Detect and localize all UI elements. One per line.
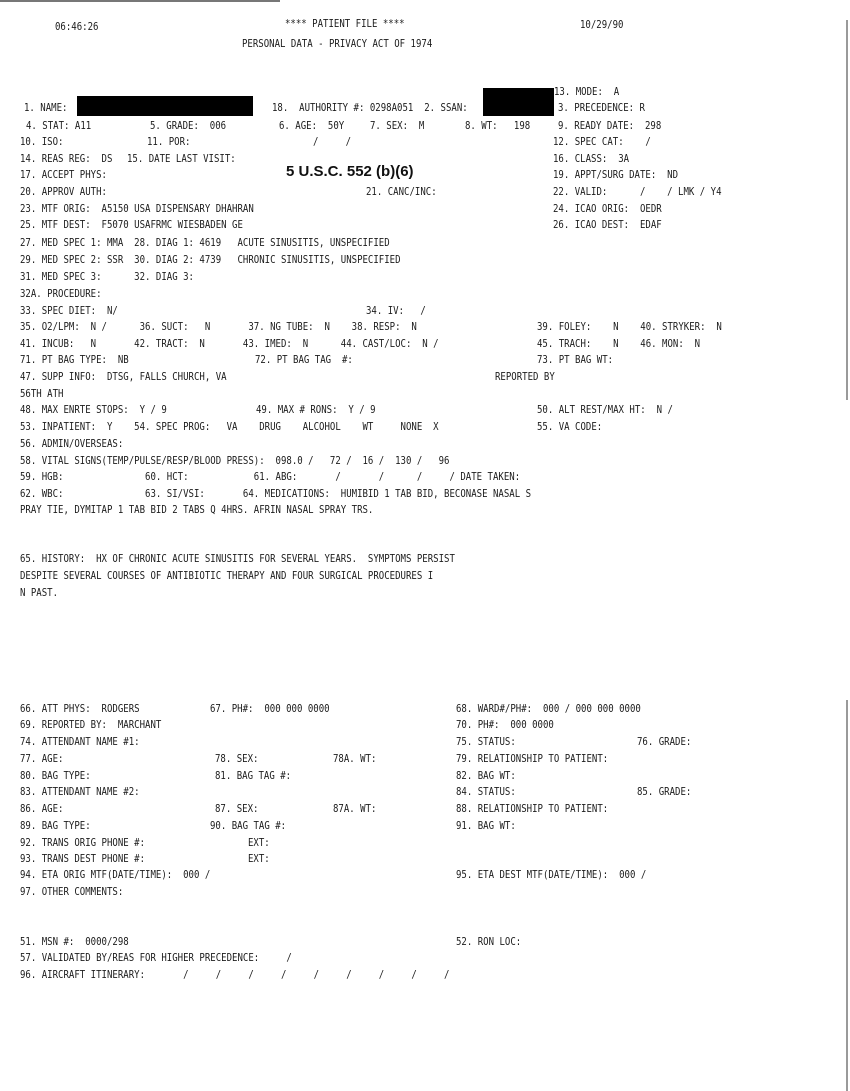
field-13-mode: 13. MODE: A xyxy=(554,86,620,98)
ssan-redaction xyxy=(483,88,554,116)
field-76-grade: 76. GRADE: xyxy=(637,736,692,748)
field-64-medications-cont: PRAY TIE, DYMITAP 1 TAB BID 2 TABS Q 4HRS. AFRIN NASAL SPRAY TRS. xyxy=(20,504,374,516)
field-29-med-spec-2: 29. MED SPEC 2: SSR 30. DIAG 2: 4739 CHRONIC SINUSITIS, UNSPECIFIED xyxy=(20,254,401,266)
field-93-trans-dest-phone: 93. TRANS DEST PHONE #: xyxy=(20,853,146,865)
field-86-age: 86. AGE: xyxy=(20,803,64,815)
field-20-approv-auth: 20. APPROV AUTH: xyxy=(20,186,107,198)
field-15-date-last-visit: 15. DATE LAST VISIT: xyxy=(127,153,236,165)
field-89-bag-type: 89. BAG TYPE: xyxy=(20,820,91,832)
field-8-weight: 8. WT: 198 xyxy=(465,120,531,132)
field-70-phone: 70. PH#: 000 0000 xyxy=(456,719,554,731)
field-24-icao-orig: 24. ICAO ORIG: OEDR xyxy=(553,203,662,215)
field-62-64-medications: 62. WBC: 63. SI/VSI: 64. MEDICATIONS: HUMIBID 1 TAB BID, BECONASE NASAL S xyxy=(20,488,532,500)
field-87a-weight: 87A. WT: xyxy=(333,803,377,815)
field-69-reported-by: 69. REPORTED BY: MARCHANT xyxy=(20,719,162,731)
field-21-canc-inc: 21. CANC/INC: xyxy=(366,186,437,198)
print-date: 10/29/90 xyxy=(580,19,624,31)
field-95-eta-dest: 95. ETA DEST MTF(DATE/TIME): 000 / xyxy=(456,869,647,881)
field-68-ward-phone: 68. WARD#/PH#: 000 / 000 000 0000 xyxy=(456,703,641,715)
name-redaction xyxy=(77,96,253,116)
field-19-appt-surg-date: 19. APPT/SURG DATE: ND xyxy=(553,169,679,181)
field-65-history-line-1: 65. HISTORY: HX OF CHRONIC ACUTE SINUSITIS FOR SEVERAL YEARS. SYMPTOMS PERSIST xyxy=(20,553,455,565)
field-94-eta-orig: 94. ETA ORIG MTF(DATE/TIME): 000 / xyxy=(20,869,211,881)
field-50-alt-rest: 50. ALT REST/MAX HT: N / xyxy=(537,404,673,416)
field-55-va-code: 55. VA CODE: xyxy=(537,421,603,433)
field-25-mtf-dest: 25. MTF DEST: F5070 USAFRMC WIESBADEN GE xyxy=(20,219,243,231)
field-5-grade: 5. GRADE: 006 xyxy=(150,120,227,132)
field-81-bag-tag: 81. BAG TAG #: xyxy=(215,770,292,782)
field-22-valid: 22. VALID: / / LMK / Y4 xyxy=(553,186,722,198)
field-66-att-phys: 66. ATT PHYS: RODGERS xyxy=(20,703,140,715)
field-11-por: 11. POR: xyxy=(147,136,191,148)
field-77-age: 77. AGE: xyxy=(20,753,64,765)
right-edge-mark xyxy=(846,20,848,400)
field-84-status: 84. STATUS: xyxy=(456,786,516,798)
field-92-trans-orig-phone: 92. TRANS ORIG PHONE #: xyxy=(20,837,146,849)
field-18-authority: 18. AUTHORITY #: 0298A051 2. SSAN: xyxy=(272,102,468,114)
field-85-grade: 85. GRADE: xyxy=(637,786,692,798)
field-93-ext: EXT: xyxy=(248,853,270,865)
field-23-mtf-orig: 23. MTF ORIG: A5150 USA DISPENSARY DHAHRAN xyxy=(20,203,254,215)
field-9-ready-date: 9. READY DATE: 298 xyxy=(558,120,662,132)
field-65-history-line-2: DESPITE SEVERAL COURSES OF ANTIBIOTIC THERAPY AND FOUR SURGICAL PROCEDURES I xyxy=(20,570,434,582)
field-10-iso: 10. ISO: xyxy=(20,136,64,148)
field-92-ext: EXT: xyxy=(248,837,270,849)
field-73-pt-bag-wt: 73. PT BAG WT: xyxy=(537,354,614,366)
field-4-stat: 4. STAT: A11 xyxy=(26,120,92,132)
field-11-dates: / / xyxy=(313,136,352,148)
field-47-unit: 56TH ATH xyxy=(20,388,64,400)
field-27-med-spec-1: 27. MED SPEC 1: MMA 28. DIAG 1: 4619 ACUTE SINUSITIS, UNSPECIFIED xyxy=(20,237,390,249)
field-90-bag-tag: 90. BAG TAG #: xyxy=(210,820,287,832)
field-97-other-comments: 97. OTHER COMMENTS: xyxy=(20,886,124,898)
field-78a-weight: 78A. WT: xyxy=(333,753,377,765)
field-14-reas-reg: 14. REAS REG: DS xyxy=(20,153,113,165)
field-32a-procedure: 32A. PROCEDURE: xyxy=(20,288,102,300)
field-71-pt-bag-type: 71. PT BAG TYPE: NB xyxy=(20,354,129,366)
right-edge-mark xyxy=(846,700,848,1091)
field-26-icao-dest: 26. ICAO DEST: EDAF xyxy=(553,219,662,231)
field-53-54-inpatient: 53. INPATIENT: Y 54. SPEC PROG: VA DRUG ALCOHOL WT NONE X xyxy=(20,421,439,433)
field-80-bag-type: 80. BAG TYPE: xyxy=(20,770,91,782)
field-82-bag-wt: 82. BAG WT: xyxy=(456,770,516,782)
field-39-40-equipment: 39. FOLEY: N 40. STRYKER: N xyxy=(537,321,722,333)
field-96-aircraft-itinerary: 96. AIRCRAFT ITINERARY: / / / / / / / / / xyxy=(20,969,450,981)
field-1-name: 1. NAME: xyxy=(24,102,68,114)
field-12-spec-cat: 12. SPEC CAT: / xyxy=(553,136,651,148)
document-title: **** PATIENT FILE **** xyxy=(285,18,405,30)
field-17-accept-phys: 17. ACCEPT PHYS: xyxy=(20,169,107,181)
field-57-validated-by: 57. VALIDATED BY/REAS FOR HIGHER PRECEDENCE: / xyxy=(20,952,292,964)
field-7-sex: 7. SEX: M xyxy=(370,120,425,132)
field-16-class: 16. CLASS: 3A xyxy=(553,153,630,165)
print-time: 06:46:26 xyxy=(55,21,99,33)
field-33-spec-diet: 33. SPEC DIET: N/ xyxy=(20,305,118,317)
field-91-bag-wt: 91. BAG WT: xyxy=(456,820,516,832)
field-72-pt-bag-tag: 72. PT BAG TAG #: xyxy=(255,354,353,366)
field-48-max-enrte-stops: 48. MAX ENRTE STOPS: Y / 9 xyxy=(20,404,167,416)
field-47-reported-by: REPORTED BY xyxy=(495,371,555,383)
field-41-44-equipment: 41. INCUB: N 42. TRACT: N 43. IMED: N 44. CAST/LOC: N / xyxy=(20,338,439,350)
field-49-max-rons: 49. MAX # RONS: Y / 9 xyxy=(256,404,376,416)
field-83-attendant-2: 83. ATTENDANT NAME #2: xyxy=(20,786,140,798)
field-65-history-line-3: N PAST. xyxy=(20,587,59,599)
field-67-phone: 67. PH#: 000 000 0000 xyxy=(210,703,330,715)
field-35-38-equipment: 35. O2/LPM: N / 36. SUCT: N 37. NG TUBE: N 38. RESP: N xyxy=(20,321,417,333)
top-rule xyxy=(0,0,280,2)
field-75-status: 75. STATUS: xyxy=(456,736,516,748)
field-52-ron-loc: 52. RON LOC: xyxy=(456,936,522,948)
field-45-46-equipment: 45. TRACH: N 46. MON: N xyxy=(537,338,701,350)
field-6-age: 6. AGE: 50Y xyxy=(279,120,345,132)
field-59-61-labs: 59. HGB: 60. HCT: 61. ABG: / / / / DATE TAKEN: xyxy=(20,471,521,483)
field-74-attendant-1: 74. ATTENDANT NAME #1: xyxy=(20,736,140,748)
field-56-admin-overseas: 56. ADMIN/OVERSEAS: xyxy=(20,438,124,450)
redaction-exemption-note: 5 U.S.C. 552 (b)(6) xyxy=(286,163,414,180)
document-subtitle: PERSONAL DATA - PRIVACY ACT OF 1974 xyxy=(242,38,433,50)
field-79-relationship: 79. RELATIONSHIP TO PATIENT: xyxy=(456,753,609,765)
field-51-msn: 51. MSN #: 0000/298 xyxy=(20,936,129,948)
field-3-precedence: 3. PRECEDENCE: R xyxy=(558,102,645,114)
field-31-med-spec-3: 31. MED SPEC 3: 32. DIAG 3: xyxy=(20,271,194,283)
field-34-iv: 34. IV: / xyxy=(366,305,426,317)
field-88-relationship: 88. RELATIONSHIP TO PATIENT: xyxy=(456,803,609,815)
field-58-vital-signs: 58. VITAL SIGNS(TEMP/PULSE/RESP/BLOOD PRESS): 098.0 / 72 / 16 / 130 / 96 xyxy=(20,455,450,467)
field-78-sex: 78. SEX: xyxy=(215,753,259,765)
field-87-sex: 87. SEX: xyxy=(215,803,259,815)
field-47-supp-info: 47. SUPP INFO: DTSG, FALLS CHURCH, VA xyxy=(20,371,227,383)
